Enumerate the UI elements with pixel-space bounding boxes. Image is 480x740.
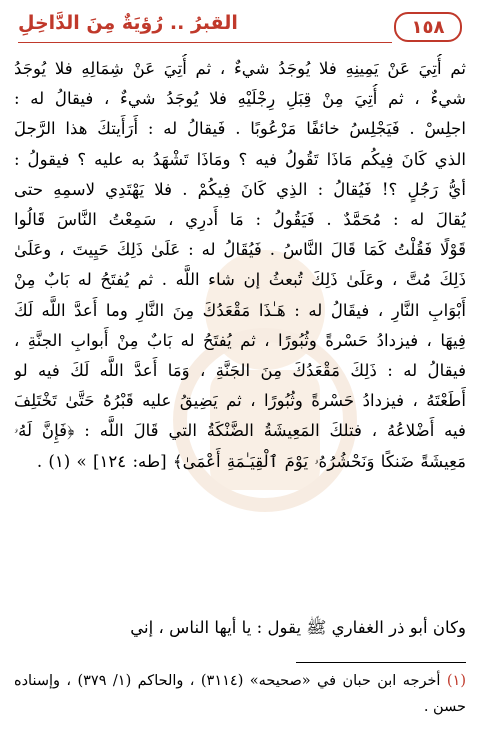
body-line: أَبْوَابِ النَّارِ ، فيقَالُ له : هَـٰذَا مَقْعَدُكَ مِنَ النَّارِ وما أَعدَّ اللَّه لَكَ — [14, 300, 466, 320]
body-text — [14, 54, 466, 477]
body-line: الذي كَانَ فِيكُم مَاذَا تَقُولُ فيه ؟ ومَاذَا تَشْهَدُ به عليه ؟ فيقولُ : — [14, 149, 466, 169]
body-line: فيقالُ له : ذَلِكَ مَقْعَدُكَ مِنَ الجَنَّةِ ، وَمَا أَعدَّ اللَّه لَكَ فيه لو — [14, 361, 466, 381]
body-line: فيه أَضْلاعُهُ ، فتلكَ المَعِيشَةُ الضَّنْكَةُ التي قَالَ اللَّه : ﴿فَإِنَّ لَهُۥ — [14, 421, 466, 441]
footnote-text: أخرجه ابن حبان في «صحيحه» (٣١١٤) ، والحاكم (١/ ٣٧٩) ، وإسناده حسن . — [14, 673, 466, 715]
body-line: يُقالَ له : مُحَمَّدٌ . فَيَقُولُ : مَا أَدرِي ، سَمِعْتُ النَّاسَ قَالُوا — [14, 210, 466, 230]
body-line: اجلِسْ . فَيَجْلِسُ خائفًا مَرْعُوبًا . فَيقالُ له : أَرَأَيتكَ هذا الرَّجلَ — [14, 119, 466, 139]
body-line: شيءٌ ، ثم أُتِيَ مِنْ قِبَلِ رِجْلَيْهِ فلا يُوجَدُ شيءٌ ، فيقالُ له : — [14, 89, 466, 109]
body-line: ثم أُتِيَ عَنْ يَمِينِهِ فلا يُوجَدُ شيءٌ ، ثم أُتِيَ عَنْ شِمَالِهِ فلا يُوجَدُ — [14, 59, 466, 78]
header-rule — [18, 42, 392, 43]
page-number: ١٥٨ — [394, 12, 462, 42]
page-header — [18, 10, 462, 44]
continuation-paragraph: وكان أبو ذر الغفاري ﷺ يقول : يا أيها الناس ، إني — [130, 618, 466, 637]
running-title: القبرُ .. رُؤيَةٌ مِنَ الدَّاخِلِ — [18, 12, 238, 34]
footnote — [14, 668, 466, 720]
body-line: ذَلِكَ مُتَّ ، وعَلَىٰ ذَلِكَ تُبعثُ إن شاء اللَّه . ثم يُفتَحُ له بَابٌ مِنْ — [14, 270, 466, 290]
footnote-marker: (١) — [446, 673, 466, 689]
body-line: فِيهَا ، فيزدادُ حَسْرةً وثُبُورًا ، ثم يُفتَحُ له بَابٌ مِنْ أَبوابِ الجنَّةِ ، — [14, 330, 466, 350]
body-line: أيُّ رَجُلٍ ؟! فَيُقالُ : الذِي كَانَ فِيكُمْ . فلا يَهْتَدِي لاسمِهِ حتى — [14, 179, 466, 199]
quran-verse-line: مَعِيشَةً ضَنكًا وَنَحْشُرُهُۥ يَوْمَ ٱلْقِيَـٰمَةِ أَعْمَىٰ﴾ [طه: ١٢٤] » (١) . — [36, 451, 466, 471]
footnote-separator — [296, 662, 466, 663]
body-line: قَوْلًا فَقُلْتُ كَمَا قَالَ النَّاسُ . فَيُقَالُ له : عَلَىٰ ذَلِكَ حَيِيتَ ، وعَلَىٰ — [14, 240, 466, 260]
body-line: أَطَعْتَهُ ، فيزدادُ حَسْرةً وثُبُورًا ، ثم يَضِيقُ عليه قَبْرُهُ حَتَّىٰ تَخْتَلِفَ — [14, 391, 466, 411]
